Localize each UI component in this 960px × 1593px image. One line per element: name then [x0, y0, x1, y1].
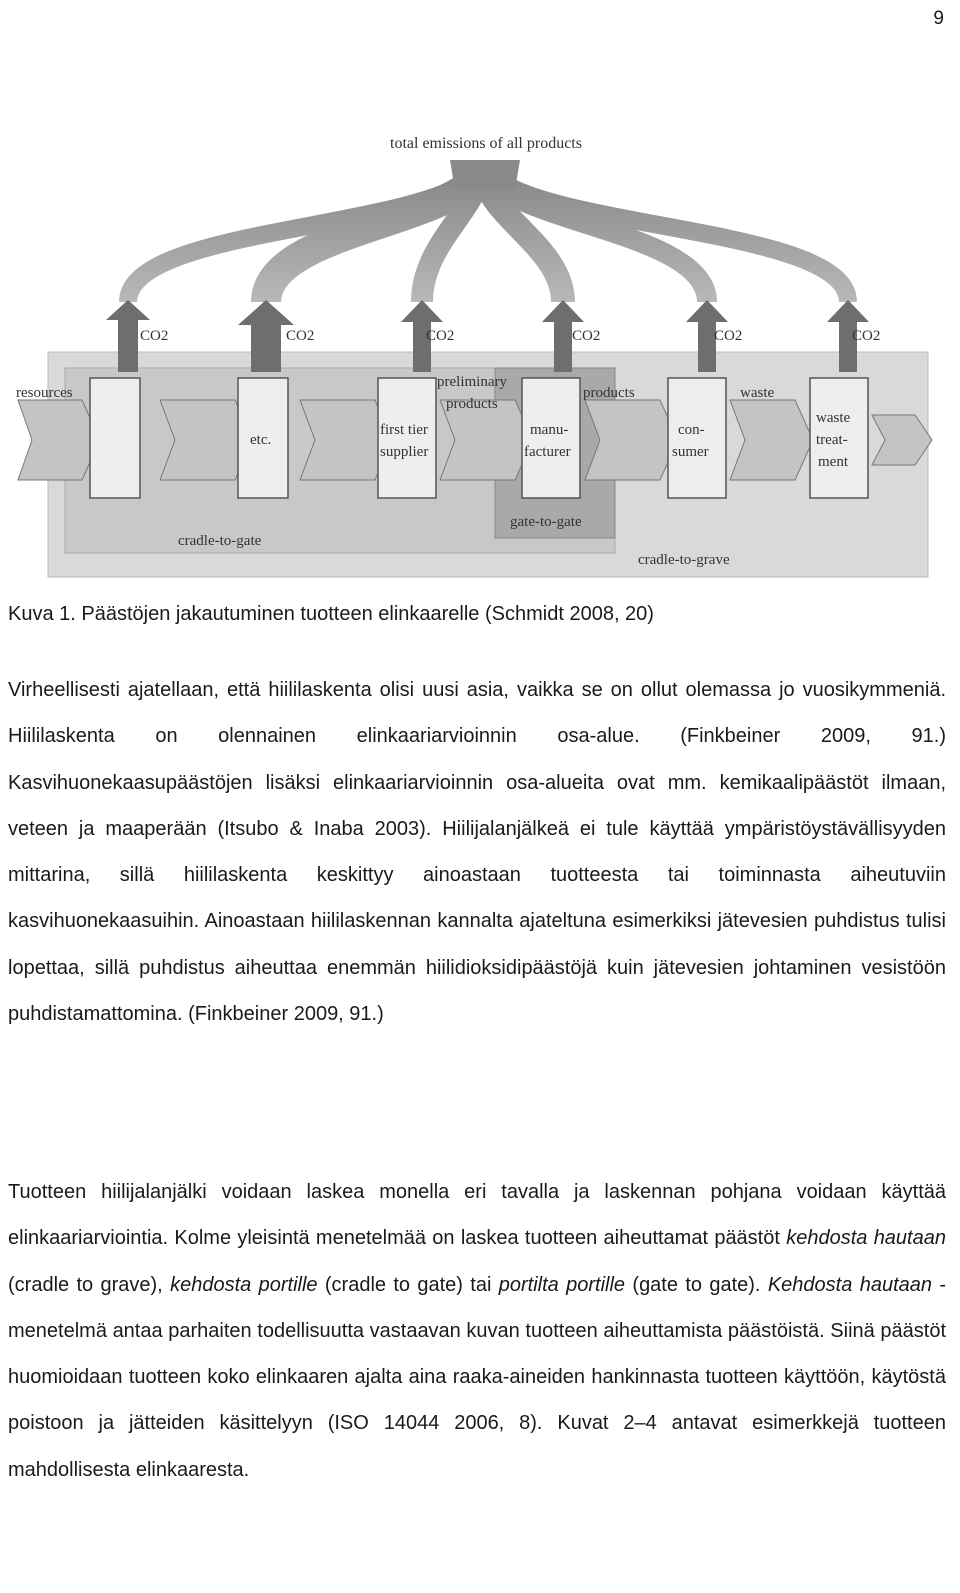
waste-treatment-label-3: ment: [818, 454, 848, 470]
term-cradle-to-grave-2: Kehdosta hautaan: [767, 1273, 932, 1296]
supplier-label-2: supplier: [380, 444, 429, 460]
paragraph-2-text-4: (gate to gate).: [625, 1273, 768, 1296]
paragraph-2-text-2: (cradle to grave),: [8, 1273, 171, 1296]
co2-label-4: CO2: [572, 328, 601, 344]
cradle-to-grave-label: cradle-to-grave: [638, 552, 730, 568]
figure-caption: Kuva 1. Päästöjen jakautuminen tuotteen elinkaarelle (Schmidt 2008, 20): [8, 603, 654, 625]
co2-label-5: CO2: [714, 328, 743, 344]
waste-treatment-label-2: treat-: [816, 432, 848, 448]
resources-label: resources: [16, 385, 73, 401]
preliminary-products-label: products: [446, 396, 498, 412]
preliminary-label: preliminary: [437, 374, 507, 390]
etc-label: etc.: [250, 432, 272, 448]
total-emissions-label: total emissions of all products: [390, 135, 582, 152]
term-cradle-to-gate: kehdosta portille: [170, 1273, 318, 1296]
co2-label-6: CO2: [852, 328, 881, 344]
term-gate-to-gate: portilta portille: [498, 1273, 626, 1296]
emissions-fan: [128, 180, 848, 302]
waste-treatment-label-1: waste: [816, 410, 851, 426]
supplier-label-1: first tier: [380, 422, 428, 438]
paragraph-2-text-3: (cradle to gate) tai: [317, 1273, 499, 1296]
manufacturer-label-2: facturer: [524, 444, 571, 460]
co2-label-3: CO2: [426, 328, 455, 344]
page-number: 9: [933, 8, 944, 29]
consumer-label-2: sumer: [672, 444, 709, 460]
co2-label-2: CO2: [286, 328, 315, 344]
gate-to-gate-label: gate-to-gate: [510, 514, 582, 530]
paragraph-1: Virheellisesti ajatellaan, että hiililaskenta olisi uusi asia, vaikka se on ollut olemassa jo vuosikymmeniä. Hiililaskenta on olennainen elinkaariarvioinnin osa-alue. (Finkbeiner 2009, 91.) Kasvihuonekaasupäästöjen lisäksi elinkaariarvioinnin osa-alueita ovat mm. kemikaalipäästöt ilmaan, veteen ja maaperään (Itsubo & Inaba 2003). Hiilijalanjälkeä ei tule käyttää ympäristöystävällisyyden mittarina, sillä hiililaskenta keskittyy ainoastaan tuotteesta tai toiminnasta aiheutuviin kasvihuonekaasuihin. Ainoastaan hiililaskennan kannalta ajateltuna esimerkiksi jätevesien puhdistus tulisi lopettaa, sillä puhdistus aiheuttaa enemmän hiilidioksidipäästöjä kuin jätevesien johtaminen vesistöön puhdistamattomina. (Finkbeiner 2009, 91.): [8, 679, 946, 1026]
consumer-label-1: con-: [678, 422, 705, 438]
cradle-to-gate-label: cradle-to-gate: [178, 533, 262, 549]
term-cradle-to-grave: kehdosta hautaan: [786, 1227, 946, 1250]
paragraph-2-text-5: -menetelmä antaa parhaiten todellisuutta vastaavan kuvan tuotteen aiheuttamista päästöistä. Siinä päästöt huomioidaan tuotteen koko elinkaaren ajalta aina raaka-aineiden hankinnasta tuotteen käyttöön, käytöstä poistoon ja jätteiden käsittelyyn (ISO 14044 2006, 8). Kuvat 2–4 antavat esimerkkejä tuotteen mahdollisesta elinkaaresta.: [8, 1273, 947, 1481]
fan-top-block: [450, 160, 520, 190]
manufacturer-label-1: manu-: [530, 422, 569, 438]
co2-label-1: CO2: [140, 328, 169, 344]
products-label: products: [583, 385, 635, 401]
paragraph-2-text-1: Tuotteen hiilijalanjälki voidaan laskea monella eri tavalla ja laskennan pohjana voidaan käyttää elinkaariarviointia. Kolme yleisintä menetelmää on laskea tuotteen aiheuttamat päästöt: [8, 1181, 946, 1250]
waste-label: waste: [740, 385, 775, 401]
paragraph-2: [8, 1169, 946, 1493]
life-cycle-emissions-figure: [10, 120, 940, 590]
